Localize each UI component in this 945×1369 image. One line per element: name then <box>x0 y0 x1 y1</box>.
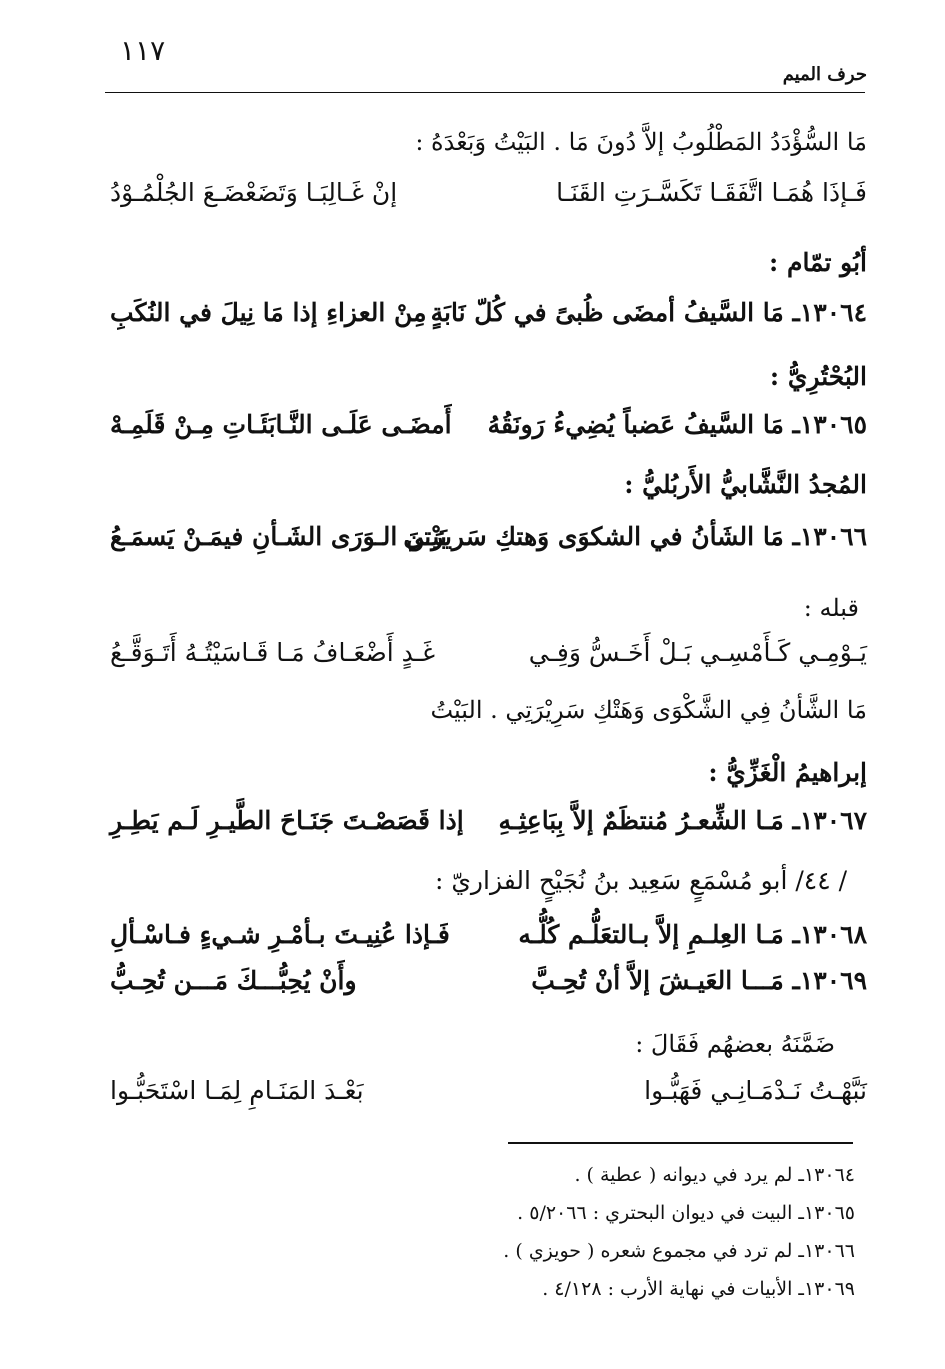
verse-first-hemistich: ١٣٠٦٦ـ مَا الشَأنُ في الشكوَى وَهتكِ سَريرَتي <box>403 522 867 551</box>
footnote: ١٣٠٦٩ـ الأبيات في نهاية الأرب : ٤/١٢٨ . <box>542 1278 855 1300</box>
verse-first-hemistich: ١٣٠٦٤ـ مَا السَّيفُ أمضَى ظُبىً في كُلّ نَابَةٍ <box>430 298 867 327</box>
verse-row-13066 <box>110 522 867 562</box>
verse-second-hemistich: أَمضَـى عَلَـى النَّـابَئَـاتِ مِـنْ قَلَمِـهْ <box>110 410 452 439</box>
verse-row-13068 <box>110 920 867 960</box>
poet-name: المُجدُ النَّشَّابيُّ الأَربُليُّ : <box>624 470 867 499</box>
poet-name: أبُو تمّام : <box>769 248 867 277</box>
verse-row-13065 <box>110 410 867 450</box>
intro-line: مَا السُّؤْدَدُ المَطْلُوبُ إلاَّ دُونَ مَا . البَيْتُ وَبَعْدَهُ : <box>415 128 867 156</box>
verse-second-hemistich: فَـإذا عُنِيـتَ بـأمْـرِ شـيءٍ فـاسْـألِ <box>110 920 450 949</box>
verse-first-hemistich: ١٣٠٦٧ـ مَـا الشِّعـرُ مُنتظَمٌ إلاَّ بِبَاعِثِـهِ <box>498 806 867 835</box>
verse-first-hemistich: يَـوْمِـي كَـأَمْسِـي بَـلْ أَخَـسُّ وَفِـي <box>528 638 867 667</box>
verse-second-hemistich: إذا قَصَصْـتَ جَنَـاحَ الطَّيـرِ لَـم يَطِـرِ <box>110 806 464 835</box>
verse-second-hemistich: مِنْ العزاءِ إذا مَا نِيلَ في النُكَبِ <box>110 298 427 327</box>
before-label: قبله : <box>803 594 859 622</box>
verse-second-hemistich: غَـدٍ أَضْعَـافُ مَـا قَـاسَيْتُـهُ أَتَـوَقَّـعُ <box>110 638 436 667</box>
verse-second-hemistich: بَعْـدَ المَنَـامِ لِمَـا اسْتَحَبُّـوا <box>110 1076 364 1105</box>
verse-row-13067 <box>110 806 867 846</box>
verse-row-13069 <box>110 966 867 1006</box>
verse-row <box>110 1076 867 1116</box>
poet-name: / ٤٤/ أبو مُسْمَعٍ سَعِيد بنُ نُجَيْحٍ الفزاريّ : <box>434 866 847 895</box>
verse-first-hemistich: ١٣٠٦٥ـ مَا السَّيفُ عَضباً يُضِيءُ رَونَقُهُ <box>487 410 867 439</box>
verse-row-13064 <box>110 298 867 338</box>
verse-first-hemistich: ١٣٠٦٩ـ مَـــا العَيـشَ إلاَّ أنْ تُحِـبَّ <box>531 966 867 995</box>
running-head: حرف الميم <box>782 64 867 85</box>
header-rule <box>105 92 865 93</box>
verse-first-hemistich: ١٣٠٦٨ـ مَـا العِلـمِ إلاَّ بـالتعَلُّـم كُلُّـه <box>518 920 867 949</box>
verse-second-hemistich: وأَنْ يُحِبُّـــكَ مَـــن تُحِـبُّ <box>110 966 357 995</box>
verse-row <box>110 638 867 678</box>
poet-name: البُحْتُرِيُّ : <box>769 362 867 391</box>
page-number: ١١٧ <box>120 34 166 67</box>
poet-name: إبراهيمُ الْغَزِّيُّ : <box>708 758 867 787</box>
verse-second-hemistich: إنْ غَـالِبَـا وَتَضَعْضَـعَ الجُلْمُـوْدُ <box>110 178 398 207</box>
before-quote: مَا الشَّأنُ فِي الشَّكْوَى وَهَتْكِ سَرِيْرَتِي . البَيْتُ <box>430 696 867 724</box>
footnote-rule <box>508 1142 853 1144</box>
verse-second-hemistich: بَيْـنَ الـوَرَى الشَـأنِ فيمَـنْ يَسمَـعُ <box>110 522 447 551</box>
verse-first-hemistich: نَبَّهْـتُ نَـدْمَـانِـي فَهَبُّـوا <box>644 1076 867 1105</box>
verse-row <box>110 178 867 218</box>
footnote: ١٣٠٦٦ـ لم ترد في مجموع شعره ( حويزي ) . <box>503 1240 855 1262</box>
tadmin-line: ضَمَّنَهُ بعضهُم فَقَالَ : <box>635 1030 835 1058</box>
footnote: ١٣٠٦٤ـ لم يرد في ديوانه ( عطية ) . <box>574 1164 855 1186</box>
footnote: ١٣٠٦٥ـ البيت في ديوان البحتري : ٥/٢٠٦٦ . <box>517 1202 855 1224</box>
verse-first-hemistich: فَـإذَا هُمَـا اتَّفَقَـا تَكَسَّـرَتِ القَنَـا <box>556 178 867 207</box>
